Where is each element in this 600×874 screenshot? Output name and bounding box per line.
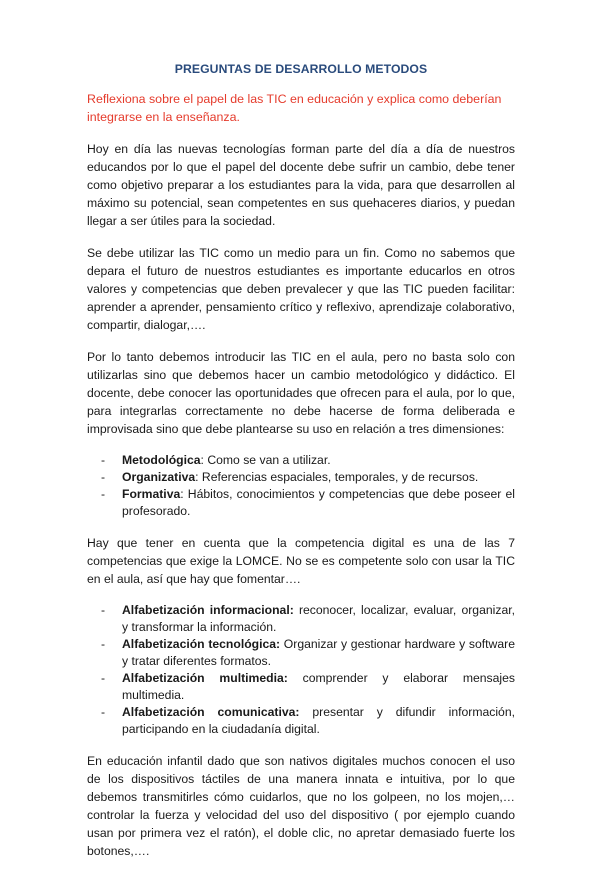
list-term: Alfabetización tecnológica:	[122, 637, 281, 651]
paragraph-5: En educación infantil dado que son nativos digitales muchos conocen el uso de los dispositivos táctiles de una manera innata e intuitiva, por lo que debemos transmitirles cómo cuidarlos, que no los golpeen, no los mojen,… controlar la fuerza y velocidad del uso del dispositivo ( por ejemplo cuando usan por primera vez el ratón), el doble clic, no apretar demasiado fuerte los botones,….	[87, 754, 515, 858]
paragraph-2: Se debe utilizar las TIC como un medio para un fin. Como no sabemos que depara el futuro de nuestros estudiantes es importante educarlos en otros valores y competencias que deben prevalecer y que las TIC pueden facilitar: aprender a aprender, pensamiento crítico y reflexivo, aprendizaje colaborativo, compartir, dialogar,….	[87, 246, 515, 332]
list-item	[87, 469, 515, 486]
list-text: presentar y difundir información, participando en la ciudadanía digital.	[122, 705, 515, 736]
list-dash: -	[101, 671, 106, 685]
list-term: Organizativa	[122, 470, 196, 484]
list-dash: -	[101, 705, 106, 719]
list-item	[87, 602, 515, 636]
list-term: Formativa	[122, 487, 181, 501]
list-term: Alfabetización informacional:	[122, 603, 294, 617]
list-dash: -	[101, 470, 106, 484]
list-item	[87, 704, 515, 738]
list-dash: -	[101, 637, 106, 651]
list-dash: -	[101, 603, 106, 617]
question-prompt: Reflexiona sobre el papel de las TIC en educación y explica como deberían integrarse en la enseñanza.	[87, 92, 502, 124]
list-text: : Referencias espaciales, temporales, y de recursos.	[195, 470, 479, 484]
list-dash: -	[101, 453, 106, 467]
list-text: comprender y elaborar mensajes multimedia.	[122, 671, 515, 702]
document-page	[87, 62, 515, 874]
list-term: Metodológica	[122, 453, 201, 467]
list-item	[87, 486, 515, 520]
list-dash: -	[101, 487, 106, 501]
list-text: Organizar y gestionar hardware y software y tratar diferentes formatos.	[122, 637, 515, 668]
document-title: PREGUNTAS DE DESARROLLO METODOS	[174, 62, 428, 76]
list-term: Alfabetización multimedia:	[122, 671, 288, 685]
list-text: : Como se van a utilizar.	[200, 453, 331, 467]
list-item	[87, 636, 515, 670]
list-item	[87, 670, 515, 704]
list-term: Alfabetización comunicativa:	[122, 705, 300, 719]
paragraph-3: Por lo tanto debemos introducir las TIC en el aula, pero no basta solo con utilizarlas sino que debemos hacer un cambio metodológico y didáctico. El docente, debe conocer las oportunidades que ofrecen para el aula, por lo que, para integrarlas correctamente no debe hacerse de forma deliberada e improvisada sino que debe plantearse su uso en relación a tres dimensiones:	[87, 350, 515, 436]
list-text: : Hábitos, conocimientos y competencias que debe poseer el profesorado.	[122, 487, 515, 518]
literacies-list	[87, 602, 515, 738]
dimensions-list	[87, 452, 515, 520]
paragraph-4: Hay que tener en cuenta que la competencia digital es una de las 7 competencias que exige la LOMCE. No se es competente solo con usar la TIC en el aula, así que hay que fomentar….	[87, 536, 515, 586]
list-text: reconocer, localizar, evaluar, organizar, y transformar la información.	[122, 603, 515, 634]
list-item	[87, 452, 515, 469]
paragraph-1: Hoy en día las nuevas tecnologías forman parte del día a día de nuestros educandos por lo que el papel del docente debe sufrir un cambio, debe tener como objetivo preparar a los estudiantes para la vida, para que desarrollen al máximo su potencial, sean competentes en sus quehaceres diarios, y puedan llegar a ser útiles para la sociedad.	[87, 142, 515, 228]
